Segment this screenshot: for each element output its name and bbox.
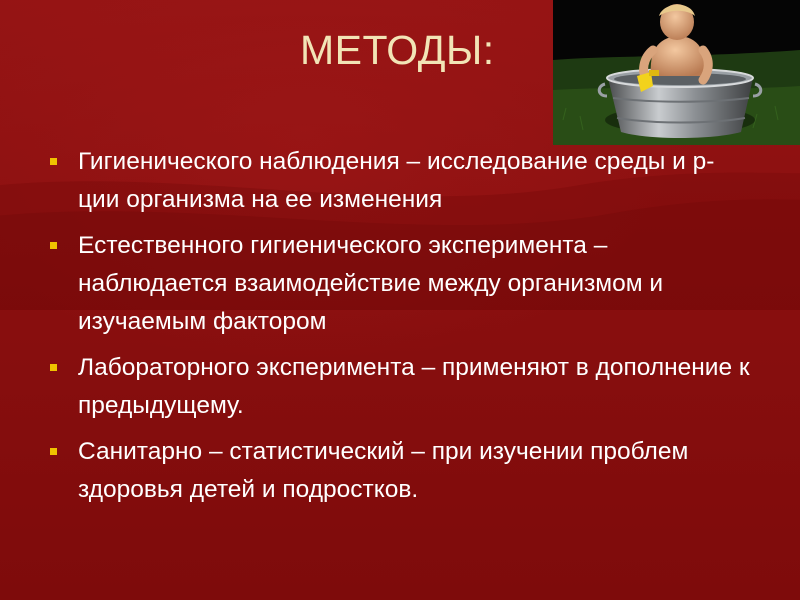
square-bullet-icon	[50, 448, 57, 455]
list-item-text: Лабораторного эксперимента – применяют в дополнение к предыдущему.	[78, 354, 750, 419]
slide-title: МЕТОДЫ:	[300, 27, 495, 73]
square-bullet-icon	[50, 158, 57, 165]
list-item	[50, 227, 750, 341]
list-item	[50, 349, 750, 425]
list-item	[50, 143, 750, 219]
list-item-text: Гигиенического наблюдения – исследование среды и р-ции организма на ее изменения	[78, 148, 715, 213]
square-bullet-icon	[50, 364, 57, 371]
methods-list	[50, 143, 750, 517]
list-item-text: Естественного гигиенического эксперимента – наблюдается взаимодействие между организмом и изучаемым фактором	[78, 232, 664, 335]
baby-in-tub-photo	[553, 0, 800, 145]
list-item	[50, 433, 750, 509]
list-item-text: Санитарно – статистический – при изучении проблем здоровья детей и подростков.	[78, 438, 689, 503]
square-bullet-icon	[50, 242, 57, 249]
